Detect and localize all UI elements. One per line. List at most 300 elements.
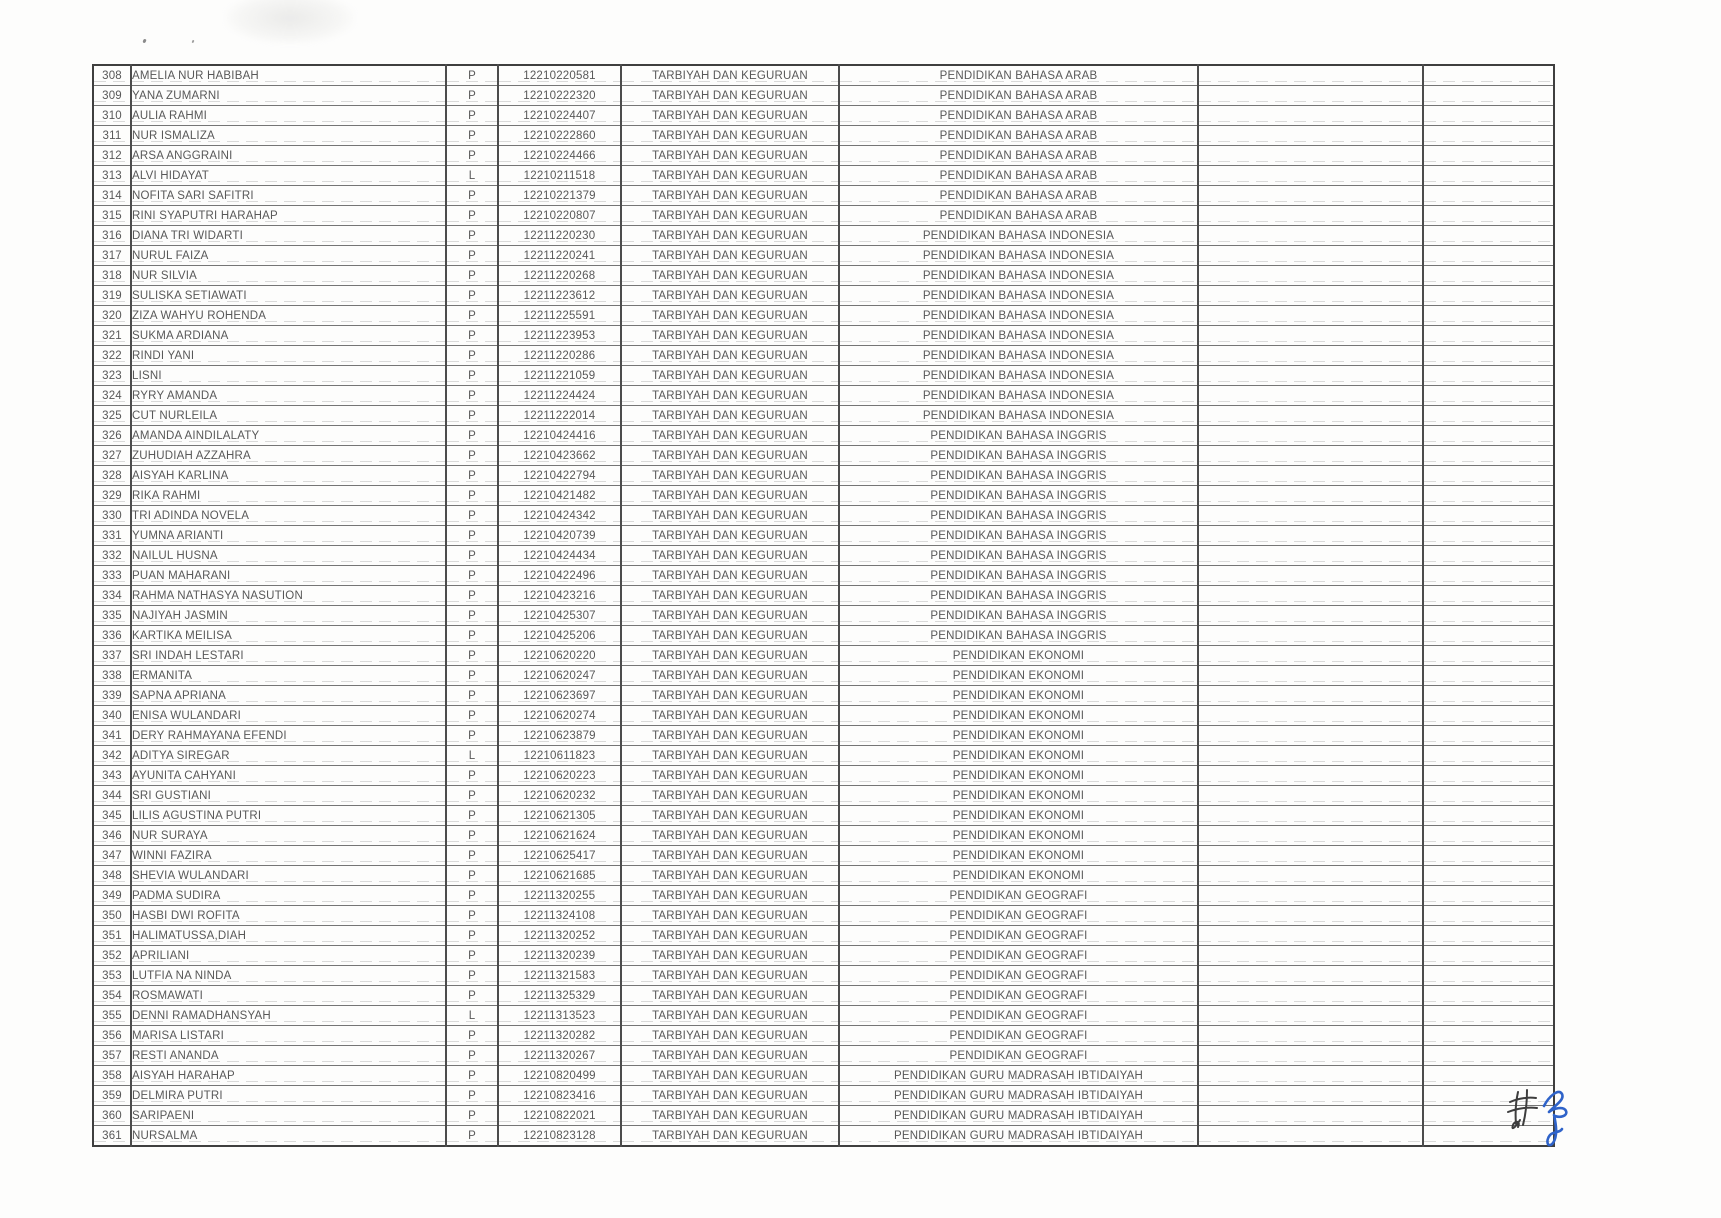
student-row — [93, 506, 1554, 526]
cell-blank — [1423, 986, 1554, 1006]
cell-faculty: TARBIYAH DAN KEGURUAN — [621, 1066, 839, 1086]
cell-blank — [1423, 86, 1554, 106]
cell-gender: P — [446, 686, 498, 706]
cell-blank — [1198, 786, 1423, 806]
cell-gender: P — [446, 1086, 498, 1106]
cell-nim: 12211320267 — [498, 1046, 621, 1066]
student-row — [93, 206, 1554, 226]
cell-faculty: TARBIYAH DAN KEGURUAN — [621, 726, 839, 746]
cell-gender: P — [446, 65, 498, 86]
cell-gender: P — [446, 906, 498, 926]
cell-nim: 12210823416 — [498, 1086, 621, 1106]
cell-faculty: TARBIYAH DAN KEGURUAN — [621, 406, 839, 426]
cell-name: SULISKA SETIAWATI — [131, 286, 446, 306]
cell-name: NUR ISMALIZA — [131, 126, 446, 146]
cell-row-number: 352 — [93, 946, 131, 966]
cell-nim: 12211223612 — [498, 286, 621, 306]
cell-name: SAPNA APRIANA — [131, 686, 446, 706]
cell-program: PENDIDIKAN BAHASA ARAB — [839, 65, 1198, 86]
cell-blank — [1423, 246, 1554, 266]
cell-nim: 12211220268 — [498, 266, 621, 286]
cell-blank — [1198, 946, 1423, 966]
cell-gender: P — [446, 766, 498, 786]
cell-row-number: 361 — [93, 1126, 131, 1147]
student-row — [93, 126, 1554, 146]
student-row — [93, 966, 1554, 986]
cell-program: PENDIDIKAN EKONOMI — [839, 806, 1198, 826]
cell-blank — [1423, 1066, 1554, 1086]
cell-blank — [1198, 586, 1423, 606]
cell-nim: 12210422496 — [498, 566, 621, 586]
cell-blank — [1198, 206, 1423, 226]
cell-blank — [1198, 526, 1423, 546]
cell-program: PENDIDIKAN BAHASA INDONESIA — [839, 286, 1198, 306]
cell-nim: 12210623697 — [498, 686, 621, 706]
cell-blank — [1423, 546, 1554, 566]
cell-blank — [1423, 386, 1554, 406]
cell-row-number: 314 — [93, 186, 131, 206]
cell-program: PENDIDIKAN BAHASA ARAB — [839, 106, 1198, 126]
cell-faculty: TARBIYAH DAN KEGURUAN — [621, 65, 839, 86]
cell-program: PENDIDIKAN BAHASA ARAB — [839, 126, 1198, 146]
cell-gender: P — [446, 226, 498, 246]
cell-faculty: TARBIYAH DAN KEGURUAN — [621, 226, 839, 246]
cell-row-number: 330 — [93, 506, 131, 526]
cell-name: ENISA WULANDARI — [131, 706, 446, 726]
cell-nim: 12210421482 — [498, 486, 621, 506]
cell-row-number: 354 — [93, 986, 131, 1006]
cell-nim: 12211220241 — [498, 246, 621, 266]
cell-gender: P — [446, 886, 498, 906]
student-row — [93, 446, 1554, 466]
cell-row-number: 358 — [93, 1066, 131, 1086]
cell-row-number: 326 — [93, 426, 131, 446]
cell-row-number: 340 — [93, 706, 131, 726]
cell-name: DELMIRA PUTRI — [131, 1086, 446, 1106]
cell-faculty: TARBIYAH DAN KEGURUAN — [621, 686, 839, 706]
cell-blank — [1423, 146, 1554, 166]
cell-nim: 12210621685 — [498, 866, 621, 886]
cell-nim: 12211225591 — [498, 306, 621, 326]
cell-blank — [1198, 506, 1423, 526]
cell-program: PENDIDIKAN BAHASA INGGRIS — [839, 426, 1198, 446]
cell-gender: P — [446, 826, 498, 846]
cell-gender: P — [446, 566, 498, 586]
cell-nim: 12211320239 — [498, 946, 621, 966]
cell-faculty: TARBIYAH DAN KEGURUAN — [621, 626, 839, 646]
student-row — [93, 1026, 1554, 1046]
student-row — [93, 826, 1554, 846]
student-row — [93, 886, 1554, 906]
cell-row-number: 325 — [93, 406, 131, 426]
cell-name: DIANA TRI WIDARTI — [131, 226, 446, 246]
cell-program: PENDIDIKAN EKONOMI — [839, 786, 1198, 806]
cell-row-number: 339 — [93, 686, 131, 706]
cell-row-number: 348 — [93, 866, 131, 886]
cell-nim: 12210425307 — [498, 606, 621, 626]
cell-blank — [1198, 726, 1423, 746]
cell-row-number: 360 — [93, 1106, 131, 1126]
cell-blank — [1423, 266, 1554, 286]
cell-row-number: 357 — [93, 1046, 131, 1066]
cell-faculty: TARBIYAH DAN KEGURUAN — [621, 386, 839, 406]
cell-faculty: TARBIYAH DAN KEGURUAN — [621, 466, 839, 486]
cell-row-number: 320 — [93, 306, 131, 326]
cell-program: PENDIDIKAN BAHASA INDONESIA — [839, 366, 1198, 386]
cell-faculty: TARBIYAH DAN KEGURUAN — [621, 306, 839, 326]
cell-blank — [1423, 446, 1554, 466]
cell-nim: 12210820499 — [498, 1066, 621, 1086]
cell-nim: 12210211518 — [498, 166, 621, 186]
cell-blank — [1423, 486, 1554, 506]
cell-nim: 12210623879 — [498, 726, 621, 746]
scan-speck — [142, 39, 146, 44]
cell-name: YUMNA ARIANTI — [131, 526, 446, 546]
cell-name: KARTIKA MEILISA — [131, 626, 446, 646]
cell-gender: P — [446, 706, 498, 726]
cell-program: PENDIDIKAN BAHASA INDONESIA — [839, 226, 1198, 246]
student-row — [93, 806, 1554, 826]
cell-blank — [1198, 226, 1423, 246]
cell-blank — [1198, 826, 1423, 846]
cell-nim: 12210823128 — [498, 1126, 621, 1147]
cell-faculty: TARBIYAH DAN KEGURUAN — [621, 846, 839, 866]
cell-name: NOFITA SARI SAFITRI — [131, 186, 446, 206]
cell-nim: 12211320255 — [498, 886, 621, 906]
cell-blank — [1198, 986, 1423, 1006]
cell-program: PENDIDIKAN GEOGRAFI — [839, 966, 1198, 986]
cell-name: ADITYA SIREGAR — [131, 746, 446, 766]
cell-name: SHEVIA WULANDARI — [131, 866, 446, 886]
student-row — [93, 946, 1554, 966]
cell-row-number: 319 — [93, 286, 131, 306]
cell-faculty: TARBIYAH DAN KEGURUAN — [621, 586, 839, 606]
cell-gender: P — [446, 306, 498, 326]
cell-row-number: 338 — [93, 666, 131, 686]
cell-name: PADMA SUDIRA — [131, 886, 446, 906]
cell-blank — [1198, 566, 1423, 586]
student-row — [93, 586, 1554, 606]
cell-row-number: 324 — [93, 386, 131, 406]
cell-program: PENDIDIKAN BAHASA INGGRIS — [839, 446, 1198, 466]
cell-blank — [1423, 926, 1554, 946]
cell-blank — [1198, 106, 1423, 126]
cell-program: PENDIDIKAN GEOGRAFI — [839, 986, 1198, 1006]
cell-name: SUKMA ARDIANA — [131, 326, 446, 346]
cell-nim: 12210221379 — [498, 186, 621, 206]
cell-name: AYUNITA CAHYANI — [131, 766, 446, 786]
cell-nim: 12211220286 — [498, 346, 621, 366]
cell-blank — [1423, 346, 1554, 366]
cell-row-number: 351 — [93, 926, 131, 946]
cell-gender: P — [446, 666, 498, 686]
cell-nim: 12210822021 — [498, 1106, 621, 1126]
cell-name: LUTFIA NA NINDA — [131, 966, 446, 986]
cell-program: PENDIDIKAN BAHASA INGGRIS — [839, 486, 1198, 506]
student-row — [93, 146, 1554, 166]
cell-row-number: 308 — [93, 65, 131, 86]
cell-name: WINNI FAZIRA — [131, 846, 446, 866]
cell-faculty: TARBIYAH DAN KEGURUAN — [621, 1126, 839, 1147]
cell-row-number: 331 — [93, 526, 131, 546]
cell-nim: 12211320252 — [498, 926, 621, 946]
cell-blank — [1423, 406, 1554, 426]
cell-gender: P — [446, 106, 498, 126]
student-row — [93, 486, 1554, 506]
cell-blank — [1423, 826, 1554, 846]
student-row — [93, 366, 1554, 386]
cell-nim: 12210424416 — [498, 426, 621, 446]
cell-nim: 12210220807 — [498, 206, 621, 226]
cell-row-number: 337 — [93, 646, 131, 666]
cell-faculty: TARBIYAH DAN KEGURUAN — [621, 1086, 839, 1106]
student-row — [93, 346, 1554, 366]
cell-nim: 12211222014 — [498, 406, 621, 426]
cell-program: PENDIDIKAN EKONOMI — [839, 686, 1198, 706]
cell-blank — [1423, 846, 1554, 866]
cell-gender: P — [446, 246, 498, 266]
cell-row-number: 313 — [93, 166, 131, 186]
cell-gender: P — [446, 546, 498, 566]
cell-gender: L — [446, 1006, 498, 1026]
student-row — [93, 406, 1554, 426]
cell-row-number: 347 — [93, 846, 131, 866]
cell-name: RAHMA NATHASYA NASUTION — [131, 586, 446, 606]
cell-blank — [1423, 186, 1554, 206]
cell-blank — [1198, 406, 1423, 426]
cell-blank — [1423, 206, 1554, 226]
cell-name: RESTI ANANDA — [131, 1046, 446, 1066]
cell-faculty: TARBIYAH DAN KEGURUAN — [621, 886, 839, 906]
cell-program: PENDIDIKAN GEOGRAFI — [839, 926, 1198, 946]
cell-gender: P — [446, 346, 498, 366]
cell-name: SARIPAENI — [131, 1106, 446, 1126]
cell-name: RINI SYAPUTRI HARAHAP — [131, 206, 446, 226]
student-row — [93, 1126, 1554, 1147]
student-row — [93, 526, 1554, 546]
cell-faculty: TARBIYAH DAN KEGURUAN — [621, 206, 839, 226]
cell-blank — [1198, 686, 1423, 706]
cell-row-number: 356 — [93, 1026, 131, 1046]
cell-nim: 12210224466 — [498, 146, 621, 166]
cell-row-number: 335 — [93, 606, 131, 626]
cell-blank — [1423, 666, 1554, 686]
student-row — [93, 646, 1554, 666]
cell-blank — [1423, 1006, 1554, 1026]
cell-faculty: TARBIYAH DAN KEGURUAN — [621, 366, 839, 386]
cell-row-number: 321 — [93, 326, 131, 346]
cell-blank — [1198, 966, 1423, 986]
cell-nim: 12210620247 — [498, 666, 621, 686]
cell-blank — [1423, 586, 1554, 606]
cell-program: PENDIDIKAN GURU MADRASAH IBTIDAIYAH — [839, 1086, 1198, 1106]
cell-name: HALIMATUSSA,DIAH — [131, 926, 446, 946]
cell-name: YANA ZUMARNI — [131, 86, 446, 106]
cell-nim: 12210620220 — [498, 646, 621, 666]
cell-faculty: TARBIYAH DAN KEGURUAN — [621, 186, 839, 206]
cell-program: PENDIDIKAN EKONOMI — [839, 826, 1198, 846]
cell-gender: P — [446, 846, 498, 866]
cell-faculty: TARBIYAH DAN KEGURUAN — [621, 946, 839, 966]
student-row — [93, 466, 1554, 486]
cell-name: HASBI DWI ROFITA — [131, 906, 446, 926]
cell-name: ALVI HIDAYAT — [131, 166, 446, 186]
cell-faculty: TARBIYAH DAN KEGURUAN — [621, 266, 839, 286]
student-row — [93, 1006, 1554, 1026]
cell-blank — [1198, 846, 1423, 866]
cell-program: PENDIDIKAN BAHASA ARAB — [839, 86, 1198, 106]
cell-blank — [1423, 226, 1554, 246]
cell-name: LISNI — [131, 366, 446, 386]
cell-program: PENDIDIKAN BAHASA ARAB — [839, 206, 1198, 226]
cell-faculty: TARBIYAH DAN KEGURUAN — [621, 646, 839, 666]
cell-name: DERY RAHMAYANA EFENDI — [131, 726, 446, 746]
cell-gender: P — [446, 926, 498, 946]
cell-program: PENDIDIKAN BAHASA ARAB — [839, 146, 1198, 166]
cell-program: PENDIDIKAN BAHASA INDONESIA — [839, 386, 1198, 406]
cell-blank — [1423, 966, 1554, 986]
cell-blank — [1423, 906, 1554, 926]
cell-program: PENDIDIKAN EKONOMI — [839, 766, 1198, 786]
cell-gender: P — [446, 986, 498, 1006]
cell-name: SRI GUSTIANI — [131, 786, 446, 806]
cell-blank — [1198, 386, 1423, 406]
cell-nim: 12210611823 — [498, 746, 621, 766]
scan-speck — [192, 40, 195, 44]
cell-faculty: TARBIYAH DAN KEGURUAN — [621, 326, 839, 346]
student-row — [93, 65, 1554, 86]
cell-row-number: 343 — [93, 766, 131, 786]
cell-blank — [1423, 1046, 1554, 1066]
cell-blank — [1198, 646, 1423, 666]
cell-gender: P — [446, 806, 498, 826]
cell-nim: 12210222860 — [498, 126, 621, 146]
student-row — [93, 606, 1554, 626]
cell-blank — [1423, 786, 1554, 806]
cell-program: PENDIDIKAN GEOGRAFI — [839, 886, 1198, 906]
cell-blank — [1423, 726, 1554, 746]
cell-faculty: TARBIYAH DAN KEGURUAN — [621, 446, 839, 466]
cell-faculty: TARBIYAH DAN KEGURUAN — [621, 666, 839, 686]
cell-gender: P — [446, 406, 498, 426]
cell-blank — [1198, 146, 1423, 166]
student-row — [93, 166, 1554, 186]
student-row — [93, 706, 1554, 726]
cell-faculty: TARBIYAH DAN KEGURUAN — [621, 706, 839, 726]
cell-blank — [1198, 486, 1423, 506]
student-row — [93, 1106, 1554, 1126]
cell-blank — [1198, 886, 1423, 906]
cell-name: NAILUL HUSNA — [131, 546, 446, 566]
cell-nim: 12210422794 — [498, 466, 621, 486]
cell-blank — [1198, 926, 1423, 946]
cell-row-number: 344 — [93, 786, 131, 806]
signature-initials — [1502, 1086, 1580, 1154]
cell-faculty: TARBIYAH DAN KEGURUAN — [621, 506, 839, 526]
cell-blank — [1423, 626, 1554, 646]
cell-faculty: TARBIYAH DAN KEGURUAN — [621, 246, 839, 266]
cell-blank — [1423, 326, 1554, 346]
cell-faculty: TARBIYAH DAN KEGURUAN — [621, 866, 839, 886]
signature-black-ink-icon — [1508, 1090, 1537, 1128]
cell-blank — [1198, 346, 1423, 366]
cell-gender: P — [446, 946, 498, 966]
cell-nim: 12211324108 — [498, 906, 621, 926]
cell-program: PENDIDIKAN GEOGRAFI — [839, 946, 1198, 966]
cell-faculty: TARBIYAH DAN KEGURUAN — [621, 926, 839, 946]
cell-faculty: TARBIYAH DAN KEGURUAN — [621, 766, 839, 786]
cell-blank — [1198, 366, 1423, 386]
cell-blank — [1423, 306, 1554, 326]
cell-faculty: TARBIYAH DAN KEGURUAN — [621, 106, 839, 126]
student-row — [93, 566, 1554, 586]
cell-blank — [1423, 766, 1554, 786]
cell-program: PENDIDIKAN EKONOMI — [839, 866, 1198, 886]
cell-gender: P — [446, 266, 498, 286]
cell-row-number: 328 — [93, 466, 131, 486]
cell-program: PENDIDIKAN EKONOMI — [839, 646, 1198, 666]
cell-blank — [1423, 806, 1554, 826]
cell-row-number: 309 — [93, 86, 131, 106]
cell-program: PENDIDIKAN BAHASA INGGRIS — [839, 586, 1198, 606]
cell-gender: P — [446, 1106, 498, 1126]
cell-nim: 12210424342 — [498, 506, 621, 526]
cell-blank — [1198, 606, 1423, 626]
cell-name: SRI INDAH LESTARI — [131, 646, 446, 666]
cell-program: PENDIDIKAN GURU MADRASAH IBTIDAIYAH — [839, 1106, 1198, 1126]
cell-gender: P — [446, 146, 498, 166]
cell-name: AISYAH HARAHAP — [131, 1066, 446, 1086]
cell-nim: 12211221059 — [498, 366, 621, 386]
cell-blank — [1423, 506, 1554, 526]
cell-blank — [1423, 946, 1554, 966]
cell-nim: 12210423216 — [498, 586, 621, 606]
cell-program: PENDIDIKAN EKONOMI — [839, 846, 1198, 866]
cell-blank — [1198, 746, 1423, 766]
cell-program: PENDIDIKAN BAHASA INDONESIA — [839, 326, 1198, 346]
cell-nim: 12210620232 — [498, 786, 621, 806]
cell-gender: P — [446, 186, 498, 206]
student-row — [93, 746, 1554, 766]
cell-faculty: TARBIYAH DAN KEGURUAN — [621, 1046, 839, 1066]
student-roster-body — [93, 65, 1554, 1146]
cell-gender: P — [446, 286, 498, 306]
cell-row-number: 316 — [93, 226, 131, 246]
student-row — [93, 926, 1554, 946]
student-row — [93, 386, 1554, 406]
cell-name: DENNI RAMADHANSYAH — [131, 1006, 446, 1026]
cell-program: PENDIDIKAN EKONOMI — [839, 706, 1198, 726]
cell-faculty: TARBIYAH DAN KEGURUAN — [621, 986, 839, 1006]
cell-name: AMANDA AINDILALATY — [131, 426, 446, 446]
student-roster-table — [92, 64, 1555, 1147]
cell-row-number: 327 — [93, 446, 131, 466]
cell-blank — [1423, 126, 1554, 146]
cell-row-number: 336 — [93, 626, 131, 646]
cell-blank — [1198, 426, 1423, 446]
cell-program: PENDIDIKAN BAHASA INGGRIS — [839, 466, 1198, 486]
cell-program: PENDIDIKAN EKONOMI — [839, 746, 1198, 766]
cell-faculty: TARBIYAH DAN KEGURUAN — [621, 566, 839, 586]
cell-gender: P — [446, 606, 498, 626]
cell-faculty: TARBIYAH DAN KEGURUAN — [621, 786, 839, 806]
cell-blank — [1423, 866, 1554, 886]
cell-row-number: 333 — [93, 566, 131, 586]
cell-blank — [1198, 306, 1423, 326]
cell-blank — [1198, 866, 1423, 886]
cell-program: PENDIDIKAN EKONOMI — [839, 726, 1198, 746]
student-row — [93, 626, 1554, 646]
